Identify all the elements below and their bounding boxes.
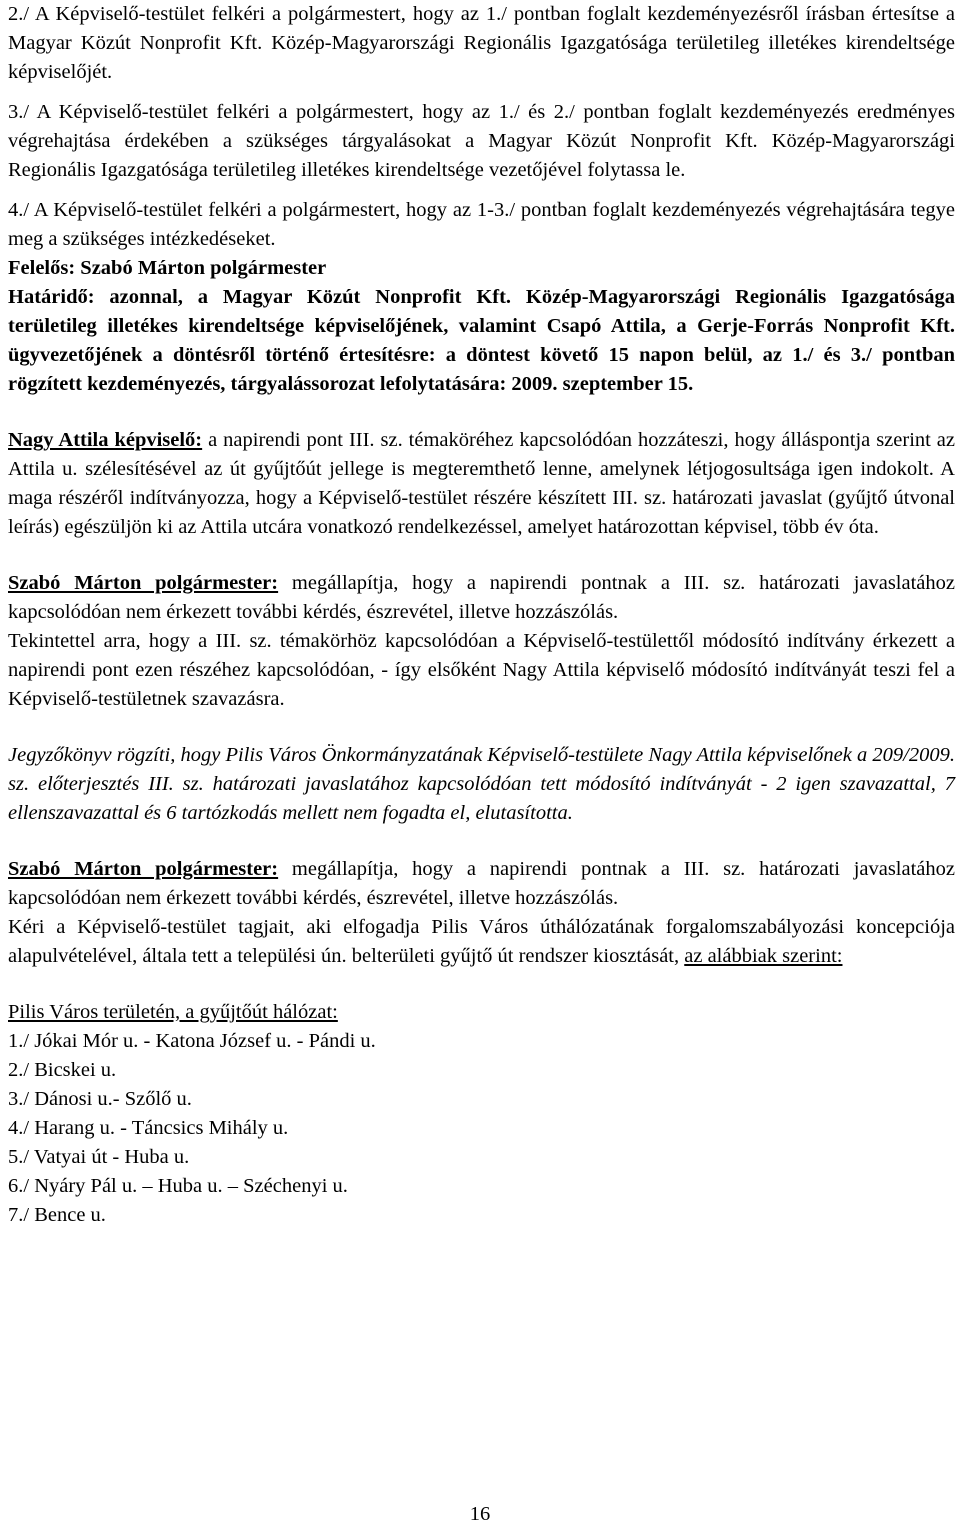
resolution-point-3: 3./ A Képviselő-testület felkéri a polgármestert, hogy az 1./ és 2./ pontban foglalt kezdeményezés eredményes végrehajtása érdekében a szükséges tárgyalásokat a Magyar Közút Nonprofit Kft. Közép-Magyarországi Regionális Igazgatósága területileg illetékes kirendeltsége vezetőjével folytassa le. [8,101,955,181]
network-title: Pilis Város területén, a gyűjtőút hálózat: [8,1001,338,1023]
network-item: 3./ Dánosi u.- Szőlő u. [8,1088,192,1110]
mayor-statement-1-continued: Tekintettel arra, hogy a III. sz. témakörhöz kapcsolódóan a Képviselő-testülettől módosító indítvány érkezett a napirendi pont ezen részéhez kapcsolódóan, - így elsőként Nagy Attila képviselő módosító indítványát teszi fel a Képviselő-testületnek szavazásra. [8,630,955,710]
following-list-reference: az alábbiak szerint: [684,945,843,967]
network-item: 2./ Bicskei u. [8,1059,117,1081]
statement-text: megállapítja, hogy a napirendi pontnak a III. sz. határozati javaslatához kapcsolódóan nem érkezett további kérdés, észrevétel, illetve hozzászólás. [8,858,955,909]
speaker-name: Szabó Márton polgármester: [8,858,279,880]
network-item: 4./ Harang u. - Táncsics Mihály u. [8,1117,289,1139]
network-item: 5./ Vatyai út - Huba u. [8,1146,190,1168]
resolution-point-4: 4./ A Képviselő-testület felkéri a polgármestert, hogy az 1-3./ pontban foglalt kezdeményezés végrehajtására tegye meg a szükséges intézkedéseket. [8,199,955,250]
document-page [8,0,955,1230]
speaker-name: Nagy Attila képviselő: [8,429,203,451]
network-item: 7./ Bence u. [8,1204,106,1226]
network-item: 1./ Jókai Mór u. - Katona József u. - Pándi u. [8,1030,376,1052]
page-number: 16 [469,1503,491,1525]
mayor-statement-1 [8,569,955,627]
mayor-statement-2 [8,855,955,913]
mayor-statement-2-continued [8,913,955,971]
responsible-line: Felelős: Szabó Márton polgármester [8,257,327,279]
resolution-point-2: 2./ A Képviselő-testület felkéri a polgármestert, hogy az 1./ pontban foglalt kezdeményezésről írásban értesítse a Magyar Közút Nonprofit Kft. Közép-Magyarországi Regionális Igazgatósága területileg illetékes kirendeltsége képviselőjét. [8,3,955,83]
network-item: 6./ Nyáry Pál u. – Huba u. – Széchenyi u. [8,1175,348,1197]
nagy-attila-remark [8,426,955,542]
statement-text: Kéri a Képviselő-testület tagjait, aki elfogadja Pilis Város úthálózatának forgalomszabályozási koncepciója alapulvételével, általa tett a települési ún. belterületi gyűjtő út rendszer kiosztását, [8,916,955,967]
deadline-paragraph: Határidő: azonnal, a Magyar Közút Nonprofit Kft. Közép-Magyarországi Regionális Igazgatósága területileg illetékes kirendeltsége képviselőjének, valamint Csapó Attila, a Gerje-Forrás Nonprofit Kft. ügyvezetőjének a döntésről történő értesítésre: a döntest követő 15 napon belül, az 1./ és 3./ pontban rögzített kezdeményezés, tárgyalássorozat lefolytatására: 2009. szeptember 15. [8,286,955,395]
statement-text: megállapítja, hogy a napirendi pontnak a III. sz. határozati javaslatához kapcsolódóan nem érkezett további kérdés, észrevétel, illetve hozzászólás. [8,572,955,623]
minutes-note: Jegyzőkönyv rögzíti, hogy Pilis Város Önkormányzatának Képviselő-testülete Nagy Attila képviselőnek a 209/2009. sz. előterjesztés III. sz. határozati javaslatához kapcsolódóan tett módosító indítványát - 2 igen szavazattal, 7 ellenszavazattal és 6 tartózkodás mellett nem fogadta el, elutasította. [8,744,955,824]
speaker-name: Szabó Márton polgármester: [8,572,279,594]
remark-text: a napirendi pont III. sz. témaköréhez kapcsolódóan hozzáteszi, hogy álláspontja szerint az Attila u. szélesítésével az út gyűjtőút jellege is megteremthető lenne, amelynek létjogosultsága igen indokolt. A maga részéről indítványozza, hogy a Képviselő-testület részére készített III. sz. határozati javaslat (gyűjtő útvonal leírás) egészüljön ki az Attila utcára vonatkozó rendelkezéssel, amelyet határozottan képvisel, több év óta. [8,429,955,538]
